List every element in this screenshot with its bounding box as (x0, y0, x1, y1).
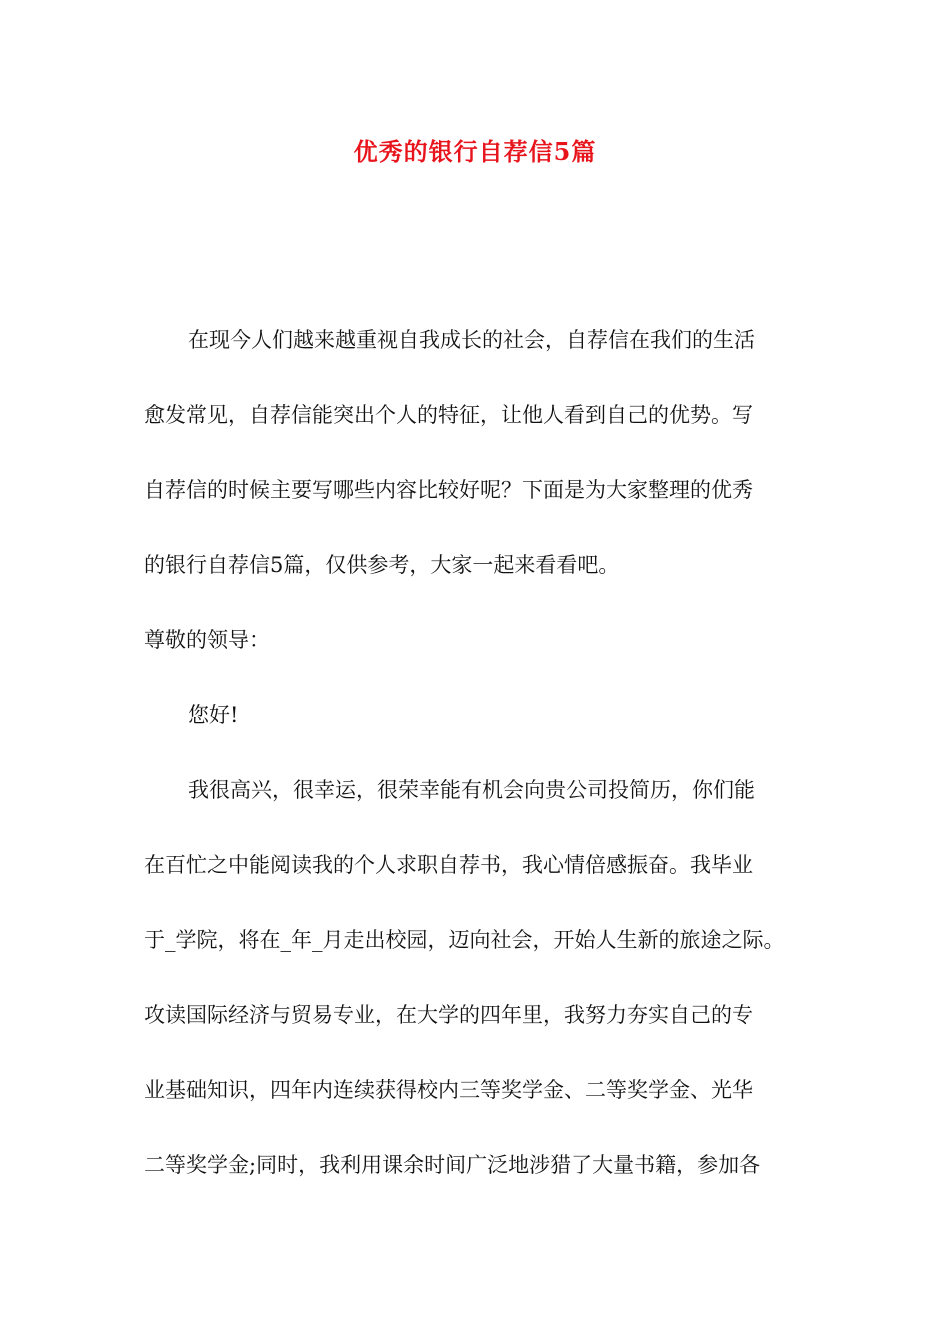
greeting: 您好! (188, 703, 239, 727)
body-line-10: 攻读国际经济与贸易专业，在大学的四年里，我努力夯实自己的专 (144, 1003, 753, 1027)
body-line-8: 在百忙之中能阅读我的个人求职自荐书，我心情倍感振奋。我毕业 (144, 853, 753, 877)
body-line-11: 业基础知识，四年内连续获得校内三等奖学金、二等奖学金、光华 (144, 1078, 753, 1102)
body-line-12: 二等奖学金;同时，我利用课余时间广泛地涉猎了大量书籍，参加各 (144, 1153, 761, 1177)
salutation: 尊敬的领导： (144, 628, 270, 652)
body-line-3: 自荐信的时候主要写哪些内容比较好呢？下面是为大家整理的优秀 (144, 478, 753, 502)
body-line-1: 在现今人们越来越重视自我成长的社会，自荐信在我们的生活 (188, 328, 755, 352)
body-line-4: 的银行自荐信5篇，仅供参考，大家一起来看看吧。 (144, 553, 620, 577)
body-line-2: 愈发常见，自荐信能突出个人的特征，让他人看到自己的优势。写 (144, 403, 753, 427)
document-title: 优秀的银行自荐信5篇 (353, 137, 597, 166)
body-line-9: 于_学院，将在_年_月走出校园，迈向社会，开始人生新的旅途之际。 (144, 928, 785, 952)
body-line-7: 我很高兴，很幸运，很荣幸能有机会向贵公司投简历，你们能 (188, 778, 755, 802)
